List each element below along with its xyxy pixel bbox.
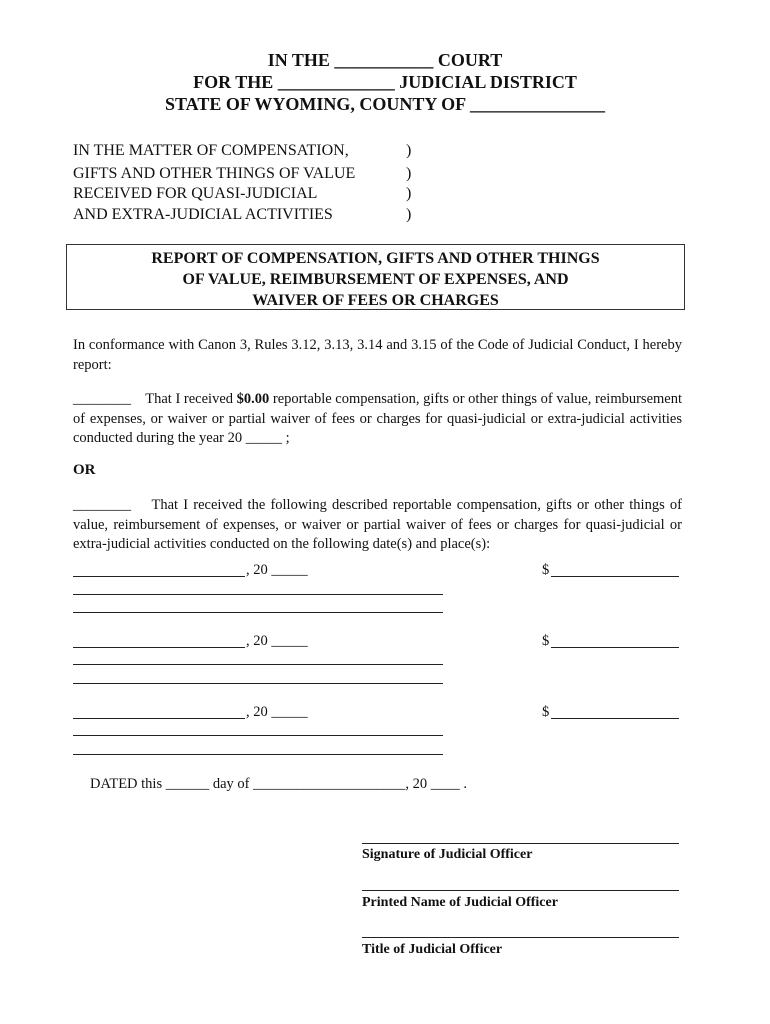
caption-paren: ) [406,206,412,223]
option1-checkbox-blank[interactable]: ________ [73,391,131,407]
option2-text: That I received the following described reportable compensation, gifts or other things of value, reimbursement of expenses, or waiver or partial waiver of fees or charges for quasi-judicial or extra-judicial activities conducted on the following date(s) and place(s): [73,497,682,552]
signature-field[interactable] [362,843,679,844]
matter-line-2: GIFTS AND OTHER THINGS OF VALUE [73,165,356,182]
caption-paren: ) [406,142,412,159]
report-title-line-2: OF VALUE, REIMBURSEMENT OF EXPENSES, AND [182,271,569,288]
entry-description-line[interactable] [73,754,443,755]
entry-amount-field[interactable] [551,718,679,719]
entry-date-place-field[interactable] [73,576,245,577]
or-label: OR [73,462,96,478]
entry-year: , 20 _____ [246,633,308,649]
court-heading: IN THE ___________ COURT [267,50,503,70]
dollar-sign: $ [542,704,550,720]
dollar-sign: $ [542,633,550,649]
report-title-line-3: WAIVER OF FEES OR CHARGES [252,292,499,309]
dated-line: DATED this ______ day of _____________________, 20 ____ . [90,776,467,792]
entry-date-place-field[interactable] [73,647,245,648]
title-field[interactable] [362,937,679,938]
option-received-described [73,496,682,555]
entry-year: , 20 _____ [246,562,308,578]
signature-label: Signature of Judicial Officer [362,847,533,862]
district-heading: FOR THE _____________ JUDICIAL DISTRICT [193,72,577,92]
entry-amount-field[interactable] [551,647,679,648]
title-label: Title of Judicial Officer [362,942,503,957]
entry-description-line[interactable] [73,664,443,665]
option1-text-a: That I received [145,391,234,407]
county-heading: STATE OF WYOMING, COUNTY OF _______________ [164,94,605,114]
option2-checkbox-blank[interactable]: ________ [73,497,131,513]
printed-name-label: Printed Name of Judicial Officer [362,895,558,910]
entry-year: , 20 _____ [246,704,308,720]
caption-paren: ) [406,165,412,182]
option-received-zero [73,390,682,449]
dollar-sign: $ [542,562,550,578]
entry-amount-field[interactable] [551,576,679,577]
entry-description-line[interactable] [73,612,443,613]
zero-amount: $0.00 [236,391,270,407]
report-title-line-1: REPORT OF COMPENSATION, GIFTS AND OTHER THINGS [151,250,600,267]
entry-description-line[interactable] [73,735,443,736]
report-title-box [66,244,685,310]
entry-description-line[interactable] [73,594,443,595]
entry-description-line[interactable] [73,683,443,684]
intro-paragraph: In conformance with Canon 3, Rules 3.12, 3.13, 3.14 and 3.15 of the Code of Judicial Conduct, I hereby report: [73,337,682,373]
option1-text-b: reportable compensation, gifts or other things of value, reimbursement of expenses, or waiver or partial waiver of fees or charges for quasi-judicial or extra-judicial activities conducted during the year 20 _____ ; [73,391,682,446]
matter-line-1: IN THE MATTER OF COMPENSATION, [73,142,349,159]
matter-line-3: RECEIVED FOR QUASI-JUDICIAL [73,185,318,202]
printed-name-field[interactable] [362,890,679,891]
caption-paren: ) [406,185,412,202]
entry-date-place-field[interactable] [73,718,245,719]
matter-line-4: AND EXTRA-JUDICIAL ACTIVITIES [73,206,333,223]
